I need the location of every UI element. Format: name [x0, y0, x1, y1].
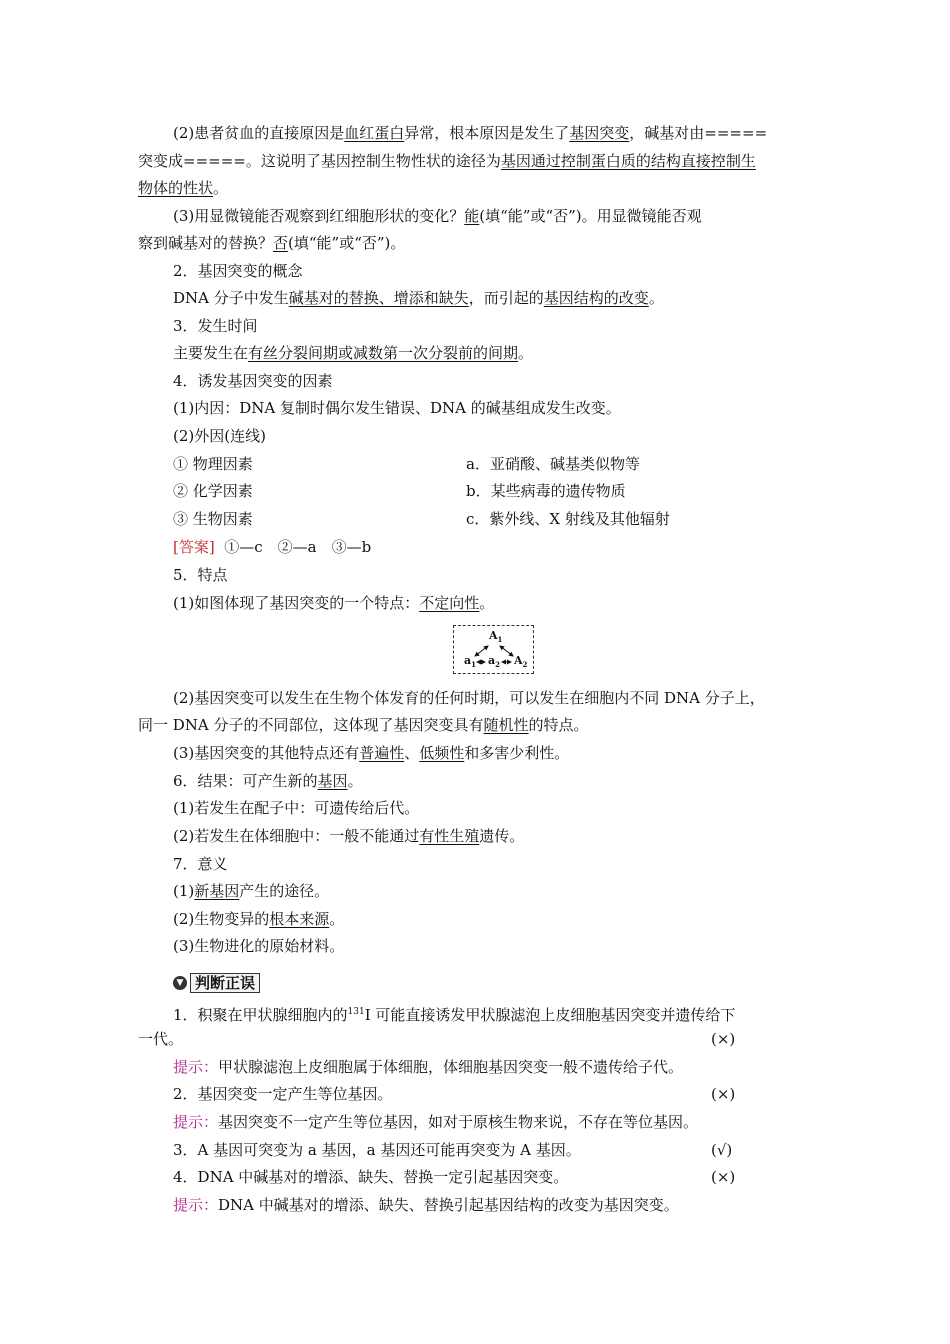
judge-q4: 4．DNA 中碱基对的增添、缺失、替换一定引起基因突变。 [173, 1168, 569, 1186]
hint-text: DNA 中碱基对的增添、缺失、替换引起基因结构的改变为基因突变。 [218, 1196, 679, 1214]
text: 6．结果：可产生新的 [173, 772, 318, 790]
section-4-outer: (2)外因(连线) [173, 427, 266, 445]
blank-answer: 普遍性 [359, 744, 405, 762]
factor-right-b: b．某些病毒的遗传物质 [466, 482, 626, 500]
judge-q4-mark: (×) [711, 1168, 736, 1186]
node-label: a [488, 654, 496, 667]
text: (填“能”或“否”)。 [288, 234, 406, 252]
section-5-line3 [138, 714, 589, 736]
section-7-line1 [173, 880, 329, 902]
text: 遗传。 [479, 827, 525, 845]
text: 。 [518, 344, 534, 362]
section-5-line1 [173, 592, 494, 614]
hint-label: 提示： [173, 1196, 219, 1214]
judge-q1-line1 [173, 1001, 735, 1023]
blank-answer: 基因结构的改变 [543, 289, 649, 307]
answer-label: [答案] [173, 538, 215, 556]
text: (填“能”或“否”)。用显微镜能否观 [479, 207, 702, 225]
text: I 可能直接诱发甲状腺滤泡上皮细胞基因突变并遗传给下 [364, 1006, 736, 1024]
factor-left-3: ③ 生物因素 [173, 510, 253, 528]
blank-answer: 基因 [317, 772, 348, 790]
blank-answer: 基因通过控制蛋白质的结构直接控制生 [500, 152, 756, 170]
isotope-superscript: 131 [347, 1007, 365, 1017]
judge-hint-1 [173, 1056, 683, 1078]
section-2-body [173, 287, 664, 309]
blank-answer: 低频性 [419, 744, 465, 762]
section-7-line2 [173, 908, 344, 930]
text: 。 [648, 289, 664, 307]
blank-answer: 能 [464, 207, 480, 225]
text: (3)用显微镜能否观察到红细胞形状的变化？ [173, 207, 465, 225]
text: (3)基因突变的其他特点还有 [173, 744, 360, 762]
chevron-down-icon: ▼ [173, 976, 187, 990]
blank-answer: 有性生殖 [419, 827, 480, 845]
section-4-inner: (1)内因：DNA 复制时偶尔发生错误、DNA 的碱基组成发生改变。 [173, 399, 621, 417]
judge-q3: 3．A 基因可突变为 a 基因，a 基因还可能再突变为 A 基因。 [173, 1141, 581, 1159]
text: ，碱基对由===== [629, 124, 768, 142]
text: (1) [173, 882, 195, 900]
judge-q1-mark: (×) [711, 1030, 736, 1048]
section-6-line2 [173, 825, 524, 847]
factor-right-a: a．亚硝酸、碱基类似物等 [466, 455, 640, 473]
para-2-line1 [173, 122, 767, 144]
text: 。 [479, 594, 495, 612]
text: 产生的途径。 [239, 882, 330, 900]
para-3-line1 [173, 205, 702, 227]
node-sub: 2 [495, 660, 501, 670]
text: (2)若发生在体细胞中：一般不能通过 [173, 827, 420, 845]
blank-answer: 新基因 [194, 882, 240, 900]
text: (2)患者贫血的直接原因是 [173, 124, 345, 142]
node-sub: 1 [471, 660, 477, 670]
blank-answer: 基因突变 [569, 124, 630, 142]
node-sub: 2 [522, 660, 528, 670]
section-5-line4 [173, 742, 569, 764]
factor-left-2: ② 化学因素 [173, 482, 253, 500]
section-7-heading: 7．意义 [173, 855, 228, 873]
section-5-heading: 5．特点 [173, 566, 228, 584]
section-2-heading: 2．基因突变的概念 [173, 262, 303, 280]
hint-text: 基因突变不一定产生等位基因，如对于原核生物来说，不存在等位基因。 [218, 1113, 699, 1131]
blank-answer: 有丝分裂间期或减数第一次分裂前的间期 [248, 344, 519, 362]
text: 的特点。 [528, 716, 589, 734]
para-2-line2 [138, 150, 756, 172]
text: (1)如图体现了基因突变的一个特点： [173, 594, 420, 612]
node-label: A [489, 629, 498, 642]
judge-q1-line2: 一代。 [138, 1030, 184, 1048]
text: ，而引起的 [468, 289, 544, 307]
blank-answer: 根本来源 [269, 910, 330, 928]
node-a1 [464, 654, 476, 669]
judge-hint-4 [173, 1194, 679, 1216]
text: (2)生物变异的 [173, 910, 270, 928]
node-A1 [489, 629, 502, 644]
answer-text: ①—c ②—a ③—b [224, 538, 372, 556]
judge-hint-2 [173, 1111, 698, 1133]
blank-answer: 血红蛋白 [344, 124, 405, 142]
text: 。 [329, 910, 345, 928]
text: 突变成=====。这说明了基因控制生物性状的途径为 [138, 152, 501, 170]
text: 1．积聚在甲状腺细胞内的 [173, 1006, 348, 1024]
hint-label: 提示： [173, 1113, 219, 1131]
hint-text: 甲状腺滤泡上皮细胞属于体细胞，体细胞基因突变一般不遗传给子代。 [218, 1058, 684, 1076]
para-2-line3 [138, 177, 228, 199]
text: 异常，根本原因是发生了 [404, 124, 570, 142]
text: DNA 分子中发生 [173, 289, 289, 307]
judge-section-badge [173, 973, 260, 993]
blank-answer: 碱基对的替换、增添和缺失 [288, 289, 469, 307]
factor-left-1: ① 物理因素 [173, 455, 253, 473]
answer-line [173, 536, 371, 558]
text: 察到碱基对的替换？ [138, 234, 274, 252]
judge-q2: 2．基因突变一定产生等位基因。 [173, 1085, 393, 1103]
node-A2 [514, 654, 527, 669]
text: 、 [404, 744, 420, 762]
text: 。 [347, 772, 363, 790]
section-3-body [173, 342, 533, 364]
judge-q2-mark: (×) [711, 1085, 736, 1103]
section-5-line2: (2)基因突变可以发生在生物个体发育的任何时期，可以发生在细胞内不同 DNA 分子上， [173, 689, 765, 707]
hint-label: 提示： [173, 1058, 219, 1076]
node-sub: 1 [497, 635, 503, 645]
text: 同一 DNA 分子的不同部位，这体现了基因突变具有 [138, 716, 484, 734]
text: 。 [213, 179, 229, 197]
judge-q3-mark: (√) [711, 1141, 733, 1159]
node-a2 [488, 654, 500, 669]
blank-answer: 物体的性状 [138, 179, 214, 197]
blank-answer: 不定向性 [419, 594, 480, 612]
mutation-direction-diagram [453, 625, 534, 674]
node-label: A [514, 654, 523, 667]
section-6-heading [173, 770, 363, 792]
badge-label: 判断正误 [190, 973, 260, 993]
section-7-line3: (3)生物进化的原始材料。 [173, 937, 345, 955]
section-6-line1: (1)若发生在配子中：可遗传给后代。 [173, 799, 420, 817]
section-4-heading: 4．诱发基因突变的因素 [173, 372, 333, 390]
blank-answer: 随机性 [483, 716, 529, 734]
section-3-heading: 3．发生时间 [173, 317, 258, 335]
node-label: a [464, 654, 472, 667]
blank-answer: 否 [273, 234, 289, 252]
factor-right-c: c．紫外线、X 射线及其他辐射 [466, 510, 670, 528]
text: 主要发生在 [173, 344, 249, 362]
para-3-line2 [138, 232, 405, 254]
text: 和多害少利性。 [464, 744, 570, 762]
